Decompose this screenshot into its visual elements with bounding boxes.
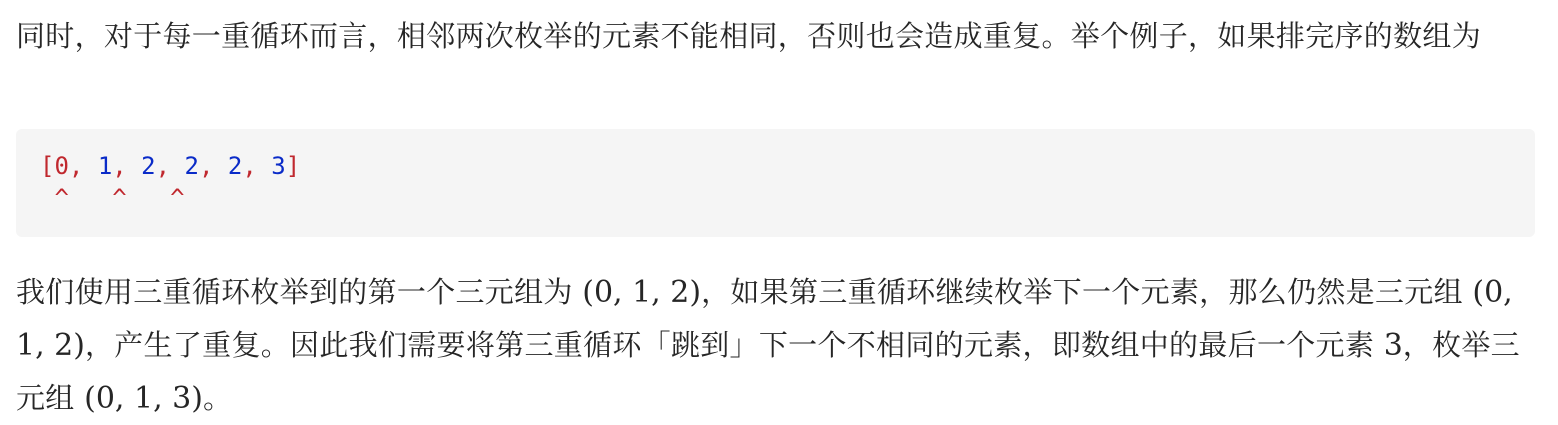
explanation-text: ，产生了重复。因此我们需要将第三重循环「跳到」下一个不相同的元素，即数组中的最后一个元素 [84,328,1384,362]
code-array-line [40,151,300,181]
intro-paragraph [16,10,1538,62]
code-number: 2 [184,152,199,180]
explanation-text: 我们使用三重循环枚举到的第一个三元组为 [16,275,583,309]
intro-text: 同时，对于每一重循环而言，相邻两次枚举的元素不能相同，否则也会造成重复。举个例子，如果排完序的数组为 [16,19,1482,53]
code-comma: , [242,152,257,180]
caret-marker: ^ [54,184,69,212]
math-triplet: (0, 1, 3) [84,381,203,416]
explanation-text: 。 [202,381,233,415]
code-close-bracket: ] [285,152,301,180]
code-block [16,129,1535,237]
code-number: 0 [54,152,69,180]
explanation-text: ，如果第三重循环继续枚举下一个元素，那么仍然是三元组 [701,275,1473,309]
math-triplet: (0, 1, 2) [582,275,702,310]
code-comma: , [112,152,127,180]
code-caret-line [40,183,185,213]
code-number: 2 [141,152,156,180]
code-comma: , [198,152,214,180]
code-open-bracket: [ [40,152,55,180]
code-number: 3 [271,152,286,180]
explanation-text: ，枚举三元组 [16,328,1520,415]
caret-marker: ^ [112,184,127,212]
caret-marker: ^ [170,184,185,212]
code-number: 2 [227,152,243,180]
code-comma: , [155,152,171,180]
code-number: 1 [97,152,113,180]
math-number: 3 [1383,328,1403,363]
math-triplet: (0, 1, 2) [16,275,1513,363]
explanation-paragraph [16,266,1538,425]
code-comma: , [68,152,84,180]
